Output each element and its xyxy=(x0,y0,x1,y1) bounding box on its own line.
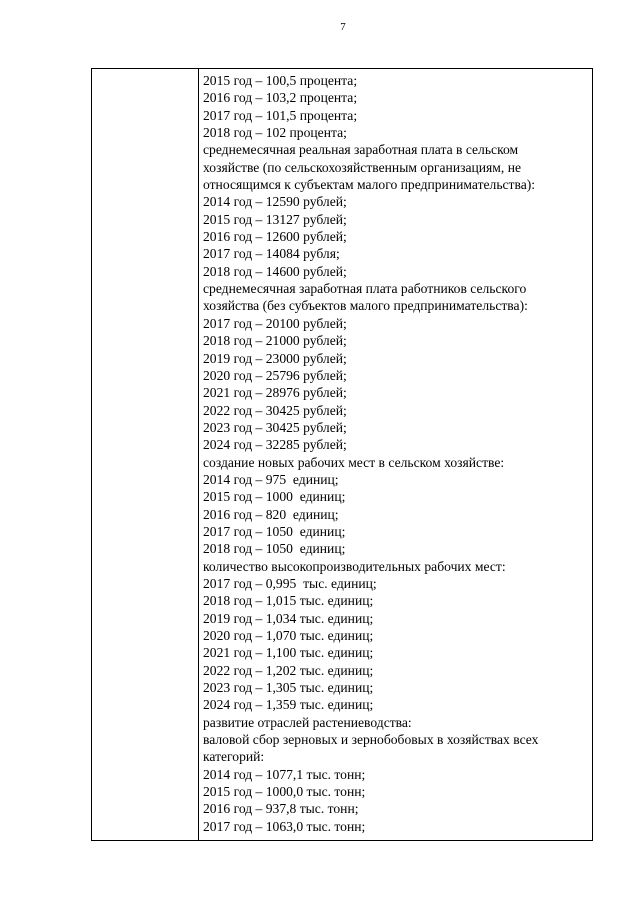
text-line: 2017 год – 101,5 процента; xyxy=(203,107,358,123)
text-line: 2017 год – 0,995 тыс. единиц; xyxy=(203,575,377,591)
text-line: 2019 год – 1,034 тыс. единиц; xyxy=(203,610,374,626)
text-line: 2021 год – 28976 рублей; xyxy=(203,385,347,401)
text-line: хозяйства (без субъектов малого предпринимательства): xyxy=(203,298,528,314)
table-left-cell xyxy=(92,69,198,840)
text-line: 2016 год – 103,2 процента; xyxy=(203,90,358,106)
text-line: 2014 год – 1077,1 тыс. тонн; xyxy=(203,766,366,782)
text-line: категорий: xyxy=(203,749,265,765)
text-line: 2015 год – 1000 единиц; xyxy=(203,489,346,505)
text-line: 2024 год – 1,359 тыс. единиц; xyxy=(203,697,374,713)
text-line: 2020 год – 25796 рублей; xyxy=(203,367,347,383)
document-table xyxy=(91,68,593,841)
text-line: среднемесячная реальная заработная плата в сельском xyxy=(203,142,519,158)
text-line: валовой сбор зерновых и зернобобовых в хозяйствах всех xyxy=(203,732,539,748)
text-line: 2018 год – 14600 рублей; xyxy=(203,263,347,279)
table-column-divider xyxy=(198,69,199,840)
table-right-cell xyxy=(203,72,587,835)
text-line: 2018 год – 1050 единиц; xyxy=(203,541,346,557)
text-line: создание новых рабочих мест в сельском хозяйстве: xyxy=(203,454,505,470)
text-line: 2024 год – 32285 рублей; xyxy=(203,437,347,453)
text-line: 2015 год – 1000,0 тыс. тонн; xyxy=(203,784,366,800)
text-line: 2017 год – 1063,0 тыс. тонн; xyxy=(203,818,366,834)
text-line: 2018 год – 21000 рублей; xyxy=(203,333,347,349)
text-line: 2015 год – 13127 рублей; xyxy=(203,211,347,227)
text-line: 2022 год – 1,202 тыс. единиц; xyxy=(203,662,374,678)
text-line: 2023 год – 1,305 тыс. единиц; xyxy=(203,680,374,696)
text-line: 2022 год – 30425 рублей; xyxy=(203,402,347,418)
text-line: среднемесячная заработная плата работников сельского xyxy=(203,281,527,297)
text-line: 2014 год – 975 единиц; xyxy=(203,471,339,487)
text-line: развитие отраслей растениеводства: xyxy=(203,714,412,730)
text-line: 2020 год – 1,070 тыс. единиц; xyxy=(203,628,374,643)
text-line: 2023 год – 30425 рублей; xyxy=(203,419,347,435)
text-line: 2018 год – 102 процента; xyxy=(203,125,347,141)
text-line: хозяйстве (по сельскохозяйственным организациям, не xyxy=(203,159,522,175)
text-line: количество высокопроизводительных рабочих мест: xyxy=(203,558,506,574)
text-line: 2016 год – 820 единиц; xyxy=(203,506,339,522)
text-line: 2017 год – 20100 рублей; xyxy=(203,315,347,331)
text-line: относящимся к субъектам малого предпринимательства): xyxy=(203,177,536,193)
text-line: 2016 год – 12600 рублей; xyxy=(203,229,347,245)
text-line: 2017 год – 1050 единиц; xyxy=(203,523,346,539)
text-line: 2015 год – 100,5 процента; xyxy=(203,73,358,88)
text-line: 2018 год – 1,015 тыс. единиц; xyxy=(203,593,374,609)
text-line: 2014 год – 12590 рублей; xyxy=(203,194,347,210)
page-number: 7 xyxy=(340,21,346,33)
text-line: 2019 год – 23000 рублей; xyxy=(203,350,347,366)
text-line: 2021 год – 1,100 тыс. единиц; xyxy=(203,645,374,661)
text-line: 2017 год – 14084 рубля; xyxy=(203,246,340,262)
text-line: 2016 год – 937,8 тыс. тонн; xyxy=(203,801,359,817)
